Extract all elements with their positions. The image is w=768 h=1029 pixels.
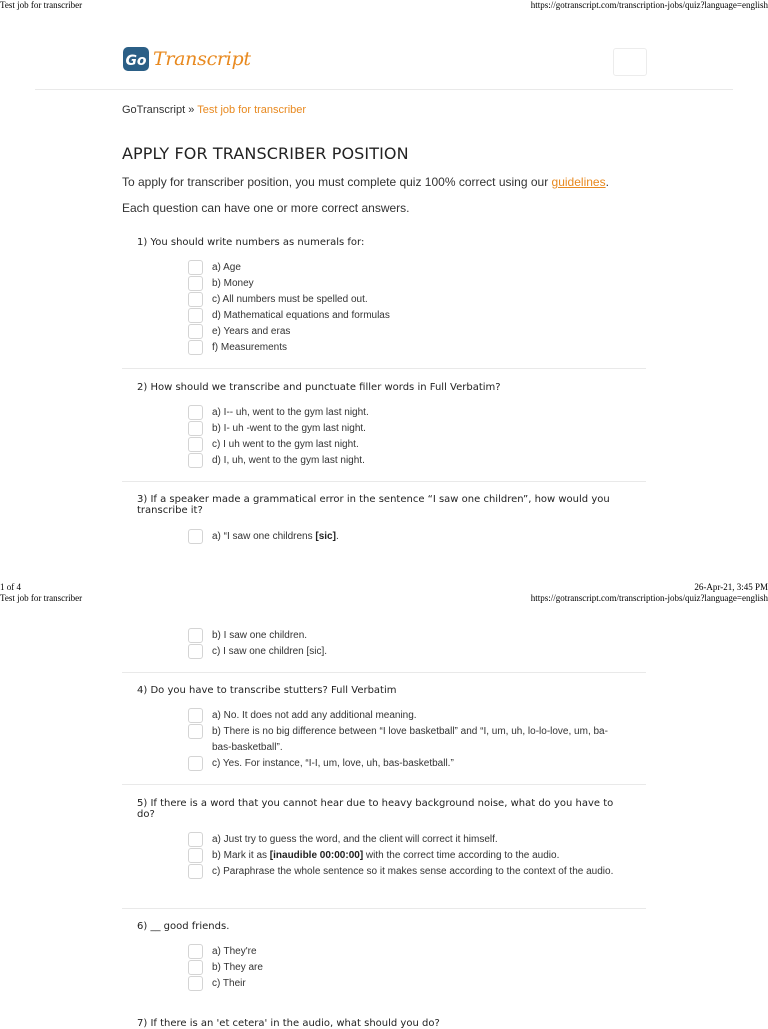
q2-option-a[interactable] xyxy=(188,405,622,421)
q5-option-c[interactable] xyxy=(188,864,622,880)
q2-option-d[interactable] xyxy=(188,453,622,469)
option-label: c) Yes. For instance, “I-I, um, love, uh, bas-basketball.” xyxy=(212,758,454,769)
option-period: . xyxy=(335,531,339,542)
q2-option-b[interactable] xyxy=(188,421,622,437)
print-footer-date: 26-Apr-21, 3:45 PM xyxy=(694,582,768,592)
checkbox[interactable] xyxy=(188,944,203,959)
checkbox[interactable] xyxy=(188,976,203,991)
question-5: 5) If there is a word that you cannot hear due to heavy background noise, what do you have to do? xyxy=(137,798,614,820)
sic-tag: [sic] xyxy=(315,531,336,542)
option-label: d) I, uh, went to the gym last night. xyxy=(212,455,365,466)
checkbox[interactable] xyxy=(188,864,203,879)
option-label: a) Just try to guess the word, and the client will correct it himself. xyxy=(212,834,498,845)
q6-option-b[interactable] xyxy=(188,960,622,976)
gotranscript-logo[interactable] xyxy=(122,45,251,73)
question-divider xyxy=(122,368,646,369)
breadcrumb-separator: » xyxy=(188,104,195,116)
print-header-url: https://gotranscript.com/transcription-jobs/quiz?language=english xyxy=(530,0,768,10)
checkbox[interactable] xyxy=(188,644,203,659)
option-label: a) No. It does not add any additional meaning. xyxy=(212,710,417,721)
q5-option-b[interactable] xyxy=(188,848,622,864)
option-label: d) Mathematical equations and formulas xyxy=(212,310,390,321)
q3-option-b[interactable] xyxy=(188,628,622,644)
question-divider xyxy=(122,481,646,482)
print-footer-page: 1 of 4 xyxy=(0,582,21,592)
q1-option-a[interactable] xyxy=(188,260,622,276)
checkbox[interactable] xyxy=(188,260,203,275)
option-label: a) I-- uh, went to the gym last night. xyxy=(212,407,369,418)
option-label: c) Their xyxy=(212,978,246,989)
checkbox[interactable] xyxy=(188,724,203,739)
logo-mark-icon xyxy=(122,45,152,73)
inaudible-tag: [inaudible 00:00:00] xyxy=(269,850,364,861)
question-1: 1) You should write numbers as numerals for: xyxy=(137,237,365,248)
q1-option-d[interactable] xyxy=(188,308,622,324)
checkbox[interactable] xyxy=(188,421,203,436)
q3-option-c[interactable] xyxy=(188,644,622,660)
q1-option-c[interactable] xyxy=(188,292,622,308)
option-label: b) Money xyxy=(212,278,254,289)
option-label: b) They are xyxy=(212,962,263,973)
q5-option-a[interactable] xyxy=(188,832,622,848)
print-header-title-2: Test job for transcriber xyxy=(0,593,83,603)
question-2: 2) How should we transcribe and punctuate filler words in Full Verbatim? xyxy=(137,382,501,393)
intro-line-2: Each question can have one or more correct answers. xyxy=(122,201,410,215)
guidelines-link[interactable]: guidelines xyxy=(551,175,606,189)
question-divider xyxy=(122,672,646,673)
intro-line-1 xyxy=(122,175,609,189)
breadcrumb-current[interactable]: Test job for transcriber xyxy=(197,104,307,116)
page-title: APPLY FOR TRANSCRIBER POSITION xyxy=(122,144,409,163)
option-label: b) I- uh -went to the gym last night. xyxy=(212,423,366,434)
q4-option-b[interactable] xyxy=(188,724,622,756)
option-label: b) I saw one children. xyxy=(212,630,308,641)
checkbox[interactable] xyxy=(188,756,203,771)
checkbox[interactable] xyxy=(188,324,203,339)
option-label: c) All numbers must be spelled out. xyxy=(212,294,368,305)
logo-text: Transcript xyxy=(153,48,251,70)
checkbox[interactable] xyxy=(188,340,203,355)
question-6: 6) __ good friends. xyxy=(137,921,230,932)
breadcrumb xyxy=(122,104,306,116)
option-label: e) Years and eras xyxy=(212,326,291,337)
intro-period: . xyxy=(605,175,609,189)
q6-option-a[interactable] xyxy=(188,944,622,960)
option-label: b) There is no big difference between “I love basketball” and “I, um, uh, lo-lo-love, um, ba-bas-basketball”. xyxy=(212,726,608,753)
checkbox[interactable] xyxy=(188,437,203,452)
logo-mark-text: Go xyxy=(125,53,147,69)
option-label: c) Paraphrase the whole sentence so it makes sense according to the context of the audio. xyxy=(212,866,614,877)
q4-option-c[interactable] xyxy=(188,756,622,772)
option-label xyxy=(212,848,622,864)
checkbox[interactable] xyxy=(188,529,203,544)
q1-option-f[interactable] xyxy=(188,340,622,356)
question-7: 7) If there is an 'et cetera' in the audio, what should you do? xyxy=(137,1018,440,1029)
checkbox[interactable] xyxy=(188,276,203,291)
option-label xyxy=(212,529,622,545)
question-divider xyxy=(122,784,646,785)
print-header-title: Test job for transcriber xyxy=(0,0,83,10)
q1-option-b[interactable] xyxy=(188,276,622,292)
checkbox[interactable] xyxy=(188,453,203,468)
checkbox[interactable] xyxy=(188,708,203,723)
q1-option-e[interactable] xyxy=(188,324,622,340)
header-divider xyxy=(35,89,733,90)
question-4: 4) Do you have to transcribe stutters? Full Verbatim xyxy=(137,685,397,696)
checkbox[interactable] xyxy=(188,848,203,863)
checkbox[interactable] xyxy=(188,628,203,643)
option-label: c) I saw one children [sic]. xyxy=(212,646,328,657)
option-label: f) Measurements xyxy=(212,342,288,353)
checkbox[interactable] xyxy=(188,960,203,975)
option-text: a) “I saw one childrens xyxy=(212,531,316,542)
q2-option-c[interactable] xyxy=(188,437,622,453)
q6-option-c[interactable] xyxy=(188,976,622,992)
breadcrumb-home-link[interactable]: GoTranscript xyxy=(122,104,186,116)
checkbox[interactable] xyxy=(188,308,203,323)
checkbox[interactable] xyxy=(188,405,203,420)
intro-text: To apply for transcriber position, you must complete quiz 100% correct using our xyxy=(122,175,552,189)
q3-option-a[interactable] xyxy=(188,529,622,545)
question-divider xyxy=(122,908,646,909)
option-text-end: with the correct time according to the audio. xyxy=(363,850,560,861)
menu-toggle-button[interactable] xyxy=(613,48,647,76)
print-header-url-2: https://gotranscript.com/transcription-jobs/quiz?language=english xyxy=(530,593,768,603)
option-label: a) Age xyxy=(212,262,241,273)
q4-option-a[interactable] xyxy=(188,708,622,724)
option-label: a) They're xyxy=(212,946,257,957)
checkbox[interactable] xyxy=(188,292,203,307)
question-3: 3) If a speaker made a grammatical error in the sentence “I saw one children”, how would you transcribe it? xyxy=(137,494,610,516)
option-text: b) Mark it as xyxy=(212,850,270,861)
checkbox[interactable] xyxy=(188,832,203,847)
option-label: c) I uh went to the gym last night. xyxy=(212,439,359,450)
